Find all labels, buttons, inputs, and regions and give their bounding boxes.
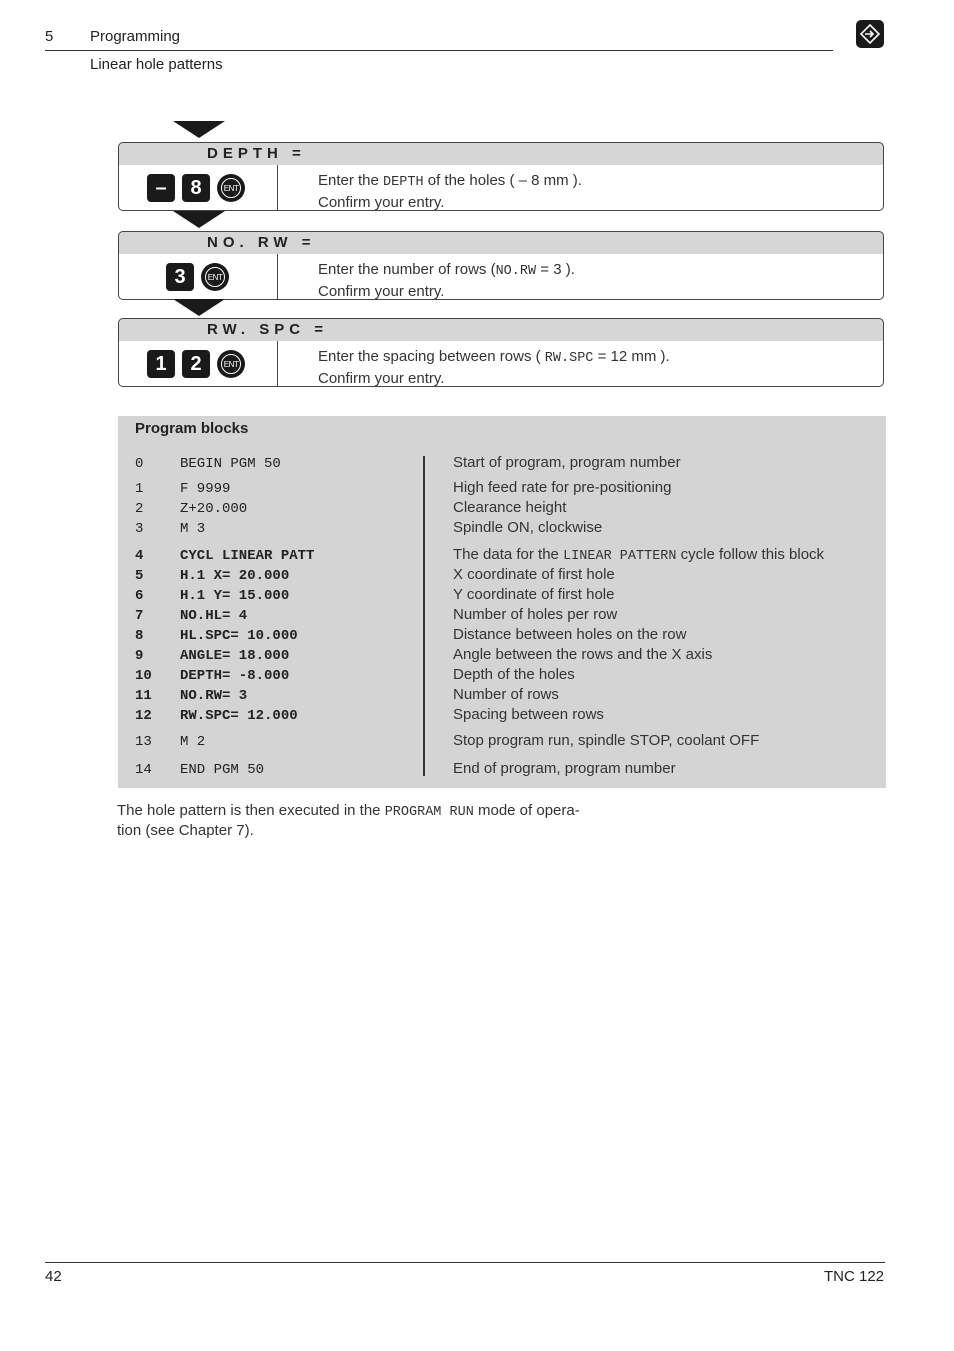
- block-code: M 2: [180, 734, 206, 750]
- footer-rule: [45, 1262, 885, 1263]
- block-number: 8: [135, 628, 144, 644]
- block-code: H.1 Y= 15.000: [180, 588, 290, 604]
- block-code: ANGLE= 18.000: [180, 648, 290, 664]
- block-description: High feed rate for pre-positioning: [453, 479, 672, 496]
- chapter-title: Programming: [90, 28, 181, 45]
- flow-arrow-icon: [173, 299, 225, 316]
- block-number: 6: [135, 588, 144, 604]
- ent-key[interactable]: ENT: [201, 263, 229, 291]
- block-number: 9: [135, 648, 144, 664]
- block-description: Spacing between rows: [453, 706, 604, 723]
- block-description: Spindle ON, clockwise: [453, 519, 603, 536]
- page-number: 42: [45, 1268, 62, 1285]
- program-blocks-panel: [118, 416, 886, 788]
- flow-arrow-icon: [173, 211, 225, 228]
- step-prompt-depth: [118, 142, 884, 166]
- block-description: End of program, program number: [453, 760, 676, 777]
- step-depth: [118, 165, 884, 211]
- block-number: 2: [135, 501, 144, 517]
- panel-title: Program blocks: [135, 420, 249, 437]
- block-code: END PGM 50: [180, 762, 265, 778]
- block-code: F 9999: [180, 481, 231, 497]
- block-description: Number of rows: [453, 686, 559, 703]
- ent-key[interactable]: ENT: [217, 350, 245, 378]
- ent-key[interactable]: ENT: [217, 174, 245, 202]
- flow-arrow-icon: [173, 121, 225, 138]
- key-sequence: [147, 174, 245, 202]
- prompt-text: NO. RW =: [207, 234, 316, 251]
- block-description: Y coordinate of first hole: [453, 586, 615, 603]
- programming-mode-icon: [856, 20, 884, 48]
- divider: [277, 165, 278, 210]
- digit-2-key[interactable]: 2: [182, 350, 210, 378]
- section-title: Linear hole patterns: [90, 56, 223, 73]
- block-code: DEPTH= -8.000: [180, 668, 290, 684]
- block-number: 4: [135, 548, 144, 564]
- prompt-text: DEPTH =: [207, 145, 306, 162]
- block-description: Angle between the rows and the X axis: [453, 646, 713, 663]
- block-number: 5: [135, 568, 144, 584]
- block-code: HL.SPC= 10.000: [180, 628, 298, 644]
- column-divider: [423, 456, 425, 776]
- block-number: 13: [135, 734, 152, 750]
- minus-key[interactable]: –: [147, 174, 175, 202]
- block-description: X coordinate of first hole: [453, 566, 615, 583]
- key-sequence: [166, 263, 229, 291]
- digit-8-key[interactable]: 8: [182, 174, 210, 202]
- step-rows: [118, 254, 884, 300]
- block-code: NO.RW= 3: [180, 688, 248, 704]
- block-description: Start of program, program number: [453, 454, 681, 471]
- block-code: BEGIN PGM 50: [180, 456, 281, 472]
- header-rule: [45, 50, 833, 51]
- block-number: 11: [135, 688, 152, 704]
- divider: [277, 341, 278, 386]
- divider: [277, 254, 278, 299]
- execution-note: The hole pattern is then executed in the PROGRAM RUN mode of opera- tion (see Chapter 7).: [117, 802, 580, 839]
- digit-3-key[interactable]: 3: [166, 263, 194, 291]
- block-code: NO.HL= 4: [180, 608, 248, 624]
- block-description: The data for the LINEAR PATTERN cycle follow this block: [453, 546, 825, 564]
- block-number: 0: [135, 456, 144, 472]
- step-instruction: Enter the DEPTH of the holes ( – 8 mm ). Confirm your entry.: [318, 172, 582, 211]
- block-description: Number of holes per row: [453, 606, 618, 623]
- block-number: 14: [135, 762, 152, 778]
- block-description: Clearance height: [453, 499, 567, 516]
- block-description: Depth of the holes: [453, 666, 575, 683]
- block-number: 12: [135, 708, 152, 724]
- block-code: H.1 X= 20.000: [180, 568, 290, 584]
- block-code: Z+20.000: [180, 501, 248, 517]
- block-code: CYCL LINEAR PATT: [180, 548, 315, 564]
- step-instruction: Enter the spacing between rows ( RW.SPC = 12 mm ). Confirm your entry.: [318, 348, 670, 387]
- prompt-text: RW. SPC =: [207, 321, 328, 338]
- block-code: RW.SPC= 12.000: [180, 708, 298, 724]
- block-number: 7: [135, 608, 144, 624]
- block-description: Stop program run, spindle STOP, coolant OFF: [453, 732, 760, 749]
- step-prompt-rows: [118, 231, 884, 255]
- step-instruction: Enter the number of rows (NO.RW = 3 ). Confirm your entry.: [318, 261, 575, 300]
- digit-1-key[interactable]: 1: [147, 350, 175, 378]
- block-description: Distance between holes on the row: [453, 626, 687, 643]
- block-number: 10: [135, 668, 152, 684]
- block-number: 3: [135, 521, 144, 537]
- model-name: TNC 122: [824, 1268, 885, 1285]
- step-row-spacing: [118, 341, 884, 387]
- block-code: M 3: [180, 521, 206, 537]
- block-number: 1: [135, 481, 144, 497]
- chapter-number: 5: [45, 28, 54, 45]
- key-sequence: [147, 350, 245, 378]
- step-prompt-row-spacing: [118, 318, 884, 342]
